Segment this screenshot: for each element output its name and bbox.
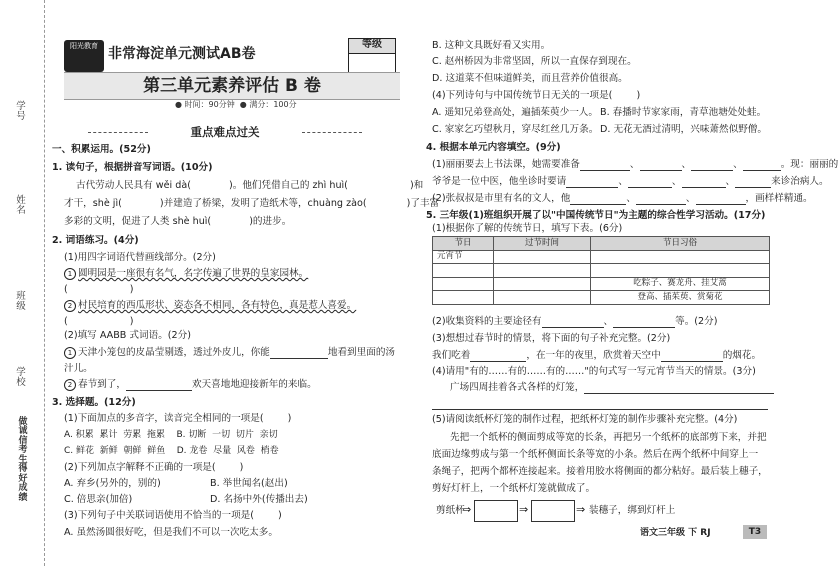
q3-option-a3[interactable]: A. 虽然汤圆很好吃，但是我们不可以一次吃太多。	[64, 527, 278, 538]
q3-options-1[interactable]: A. 积累 累计 劳累 拖累 B. 切断 一切 切片 亲切	[64, 430, 278, 440]
publisher-logo	[64, 40, 104, 72]
table-row	[433, 264, 770, 278]
time-text: 时间：90分钟	[184, 100, 235, 109]
q3-option-c2[interactable]: C. 倍思亲(加倍)	[64, 494, 133, 505]
grade-label: 等级	[349, 39, 395, 54]
q3-option-c3[interactable]: C. 赵州桥因为非常坚固，所以一直保存到现在。	[432, 56, 637, 67]
footer-text: 语文三年级 下 RJ	[640, 528, 711, 538]
class-label: 班级	[16, 291, 26, 312]
table-cell: 元宵节	[433, 250, 494, 264]
q3-options-2[interactable]: C. 鲜花 新鲜 朝鲜 鲜鱼 D. 龙卷 尽量 风卷 梢卷	[64, 446, 279, 456]
q5-sub4-blank[interactable]	[432, 398, 768, 410]
table-cell[interactable]	[591, 264, 770, 278]
q2-item1: 1 圆明园是一座很有名气，名字传遍了世界的皇家园林。	[64, 268, 308, 280]
part1-heading: 一、积累运用。(52分)	[52, 144, 151, 155]
q3-sub1: (1)下面加点的多音字，读音完全相同的一项是( )	[64, 413, 292, 424]
q2-sub1: (1)用四字词语代替画线部分。(2分)	[64, 252, 216, 263]
q4-line3: (2)张叔叔是市里有名的文人，他 、 、 ，画样样精通。	[432, 193, 813, 204]
table-cell: 登高、插茱萸、赏菊花	[591, 291, 770, 305]
q3-option-d3[interactable]: D. 这道菜不但味道鲜美，而且营养价值很高。	[432, 73, 628, 84]
q2-answer2[interactable]: ( )	[64, 316, 134, 327]
table-header: 节日	[433, 237, 494, 251]
q3-option-b2[interactable]: B. 举世闻名(赵出)	[210, 478, 288, 489]
q1-line3: 多彩的文明，促进了人类 shè huì( )的进步。	[64, 216, 292, 227]
paragraph-line: 底面边缘剪成与第一个纸杯侧面长条等宽的小条。然后在两个纸杯中间穿上一	[432, 449, 759, 460]
q2-item4: 2 春节到了， 欢天喜地地迎接新年的来临。	[64, 379, 317, 391]
q5-sub5: (5)请阅读纸杯灯笼的制作过程，把纸杯灯笼的制作步骤补充完整。(4分)	[432, 414, 738, 425]
binding-strip	[0, 0, 45, 566]
table-row	[433, 277, 770, 291]
paragraph-line: 条绳子，把两个都杯连接起来。接着用胶水将侧面的都分粘好。最后装上穗子，	[432, 466, 768, 477]
table-cell[interactable]	[433, 264, 494, 278]
q3-option-a2[interactable]: A. 弃乡(另外的，别的)	[64, 478, 161, 489]
q3-sub3: (3)下列句子中关联词语使用不恰当的一项是( )	[64, 510, 282, 521]
table-cell[interactable]	[433, 277, 494, 291]
q4-line2: 爷爷是一位中医，他坐诊时要请 、 、 、 来诊治病人。	[432, 176, 829, 187]
flow-step-box-2[interactable]	[531, 500, 575, 522]
table-row	[433, 291, 770, 305]
table-cell[interactable]	[494, 277, 591, 291]
exam-meta: ● 时间：90分钟 ● 满分：100分	[175, 100, 297, 109]
school-label: 学校	[16, 367, 26, 388]
q2-item3-cont: 汁儿。	[64, 363, 93, 374]
table-cell: 吃粽子、赛龙舟、挂艾蒿	[591, 277, 770, 291]
q3-option-b3[interactable]: B. 这种文具既好看又实用。	[432, 40, 551, 51]
q3-option-b4[interactable]: B. 春播时节家家雨，青草池塘处处蛙。	[600, 107, 767, 118]
table-header: 过节时间	[494, 237, 591, 251]
q3-option-a4[interactable]: A. 遥知兄弟登高处，遍插茱萸少一人。	[432, 107, 598, 118]
paragraph-line: 剪好灯杆上，一个纸杯灯笼就做成了。	[432, 483, 596, 494]
section-heading: 重点难点过关	[150, 125, 300, 139]
table-cell[interactable]	[591, 250, 770, 264]
q3-heading: 3. 选择题。(12分)	[52, 397, 136, 408]
paragraph-line: 先把一个纸杯的侧面剪成等宽的长条，再把另一个纸杯的底部剪下来，并把	[450, 432, 767, 443]
flow-end: 装穗子，绑到灯杆上	[589, 505, 676, 516]
q5-sub3-line: 我们吃着 ，在一年的夜里，欣赏着天空中 的烟花。	[432, 350, 762, 361]
table-cell[interactable]	[433, 291, 494, 305]
motto-label: 做诚信考生 得好成绩	[18, 417, 28, 503]
table-cell[interactable]	[494, 264, 591, 278]
flow-step-box-1[interactable]	[474, 500, 518, 522]
q3-sub2: (2)下列加点字解释不正确的一项是( )	[64, 462, 244, 473]
q3-option-c4[interactable]: C. 家家乞巧望秋月，穿尽红丝几万条。	[432, 124, 599, 135]
q5-sub1: (1)根据你了解的传统节日，填写下表。(6分)	[432, 223, 623, 234]
table-cell[interactable]	[494, 250, 591, 264]
q1-line2: 才干，shè jì( )并建造了桥梁，发明了造纸术等，chuàng zào( )了丰富	[64, 198, 440, 209]
logo-text: 阳光教育	[70, 42, 98, 50]
q3-sub4: (4)下列诗句与中国传统节日无关的一项是( )	[432, 90, 641, 101]
q5-sub3: (3)想想过春节时的情景，将下面的句子补充完整。(2分)	[432, 333, 671, 344]
flow-arrow: ⇒	[519, 503, 529, 516]
score-text: 满分：100分	[249, 100, 297, 109]
q5-heading: 5. 三年级(1)班组织开展了以"中国传统节日"为主题的综合性学习活动。(17分)	[426, 210, 766, 221]
q5-sub4: (4)请用"有的……有的……有的……"的句式写一写元宵节当天的情景。(3分)	[432, 366, 756, 377]
festival-table	[432, 236, 770, 305]
q4-heading: 4. 根据本单元内容填空。(9分)	[426, 142, 561, 153]
page-title: 第三单元素养评估 B 卷	[64, 72, 400, 100]
q2-item3: 1 天津小笼包的皮晶莹剔透，透过外皮儿，你能 地看到里面的汤	[64, 347, 395, 359]
flow-arrow: ⇒	[576, 503, 586, 516]
series-title: 非常海淀单元测试AB卷	[108, 46, 256, 62]
table-header: 节日习俗	[591, 237, 770, 251]
page-number: T3	[743, 525, 767, 539]
flow-arrow: ⇒	[462, 503, 472, 516]
q2-answer1[interactable]: ( )	[64, 284, 134, 295]
name-label: 姓名	[16, 195, 26, 216]
q2-item2: 2 村民培育的西瓜形状、姿态各不相同，各有特色，真是惹人喜爱。	[64, 300, 356, 312]
table-cell[interactable]	[494, 291, 591, 305]
table-header-row	[433, 237, 770, 251]
q3-option-d4[interactable]: D. 无花无酒过清明，兴味萧然似野僧。	[600, 124, 767, 135]
student-id-label: 学号	[16, 101, 26, 122]
q1-heading: 1. 读句子，根据拼音写词语。(10分)	[52, 162, 213, 173]
q1-line1: 古代劳动人民具有 wěi dà( )。他们凭借自己的 zhì huì( )和	[76, 180, 424, 191]
q5-sub4-line: 广场四周挂着各式各样的灯笼，	[450, 382, 774, 394]
q5-sub2: (2)收集资料的主要途径有 、 等。(2分)	[432, 316, 718, 327]
q2-sub2: (2)填写 AABB 式词语。(2分)	[64, 330, 191, 341]
flow-start: 剪纸杯	[436, 505, 465, 516]
q4-line1: (1)丽丽要去上书法课，她需要准备 、 、 、 。现：丽丽的	[432, 159, 838, 170]
q3-option-d2[interactable]: D. 名扬中外(传播出去)	[210, 494, 308, 505]
q2-heading: 2. 词语练习。(4分)	[52, 235, 139, 246]
table-row	[433, 250, 770, 264]
